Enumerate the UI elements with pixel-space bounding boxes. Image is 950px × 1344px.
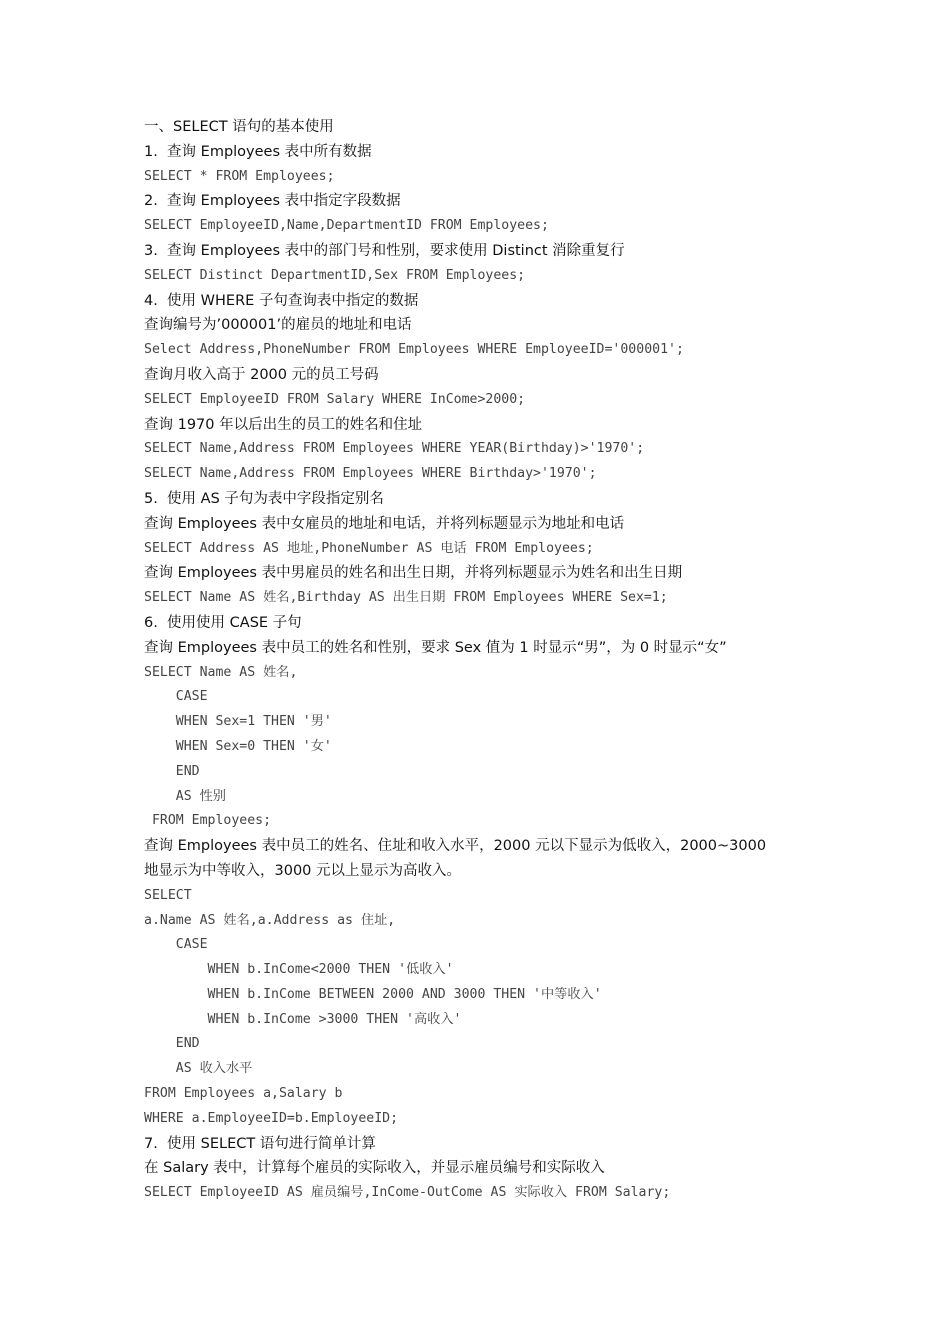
document-body — [144, 115, 834, 1206]
text-line: 5. 使用 AS 子句为表中字段指定别名 — [144, 490, 384, 507]
text-line: 查询 1970 年以后出生的员工的姓名和住址 — [144, 416, 423, 433]
code-line: SELECT EmployeeID FROM Salary WHERE InCome>2000; — [144, 391, 526, 407]
code-line: SELECT EmployeeID,Name,DepartmentID FROM Employees; — [144, 218, 549, 234]
text-line: 查询 Employees 表中员工的姓名、住址和收入水平，2000 元以下显示为低收入，2000~3000 — [144, 838, 767, 855]
code-line: SELECT — [144, 887, 192, 903]
code-line: SELECT Distinct DepartmentID,Sex FROM Employees; — [144, 267, 526, 283]
text-line: 一、SELECT 语句的基本使用 — [144, 119, 334, 135]
code-line: SELECT EmployeeID AS 雇员编号,InCome-OutCome AS 实际收入 FROM Salary; — [144, 1185, 671, 1201]
code-line: FROM Employees a,Salary b — [144, 1086, 343, 1102]
text-line: 6. 使用使用 CASE 子句 — [144, 614, 302, 631]
code-line: WHERE a.EmployeeID=b.EmployeeID; — [144, 1110, 399, 1126]
text-line: 7. 使用 SELECT 语句进行简单计算 — [144, 1135, 376, 1152]
code-line: WHEN b.InCome<2000 THEN '低收入' — [144, 962, 454, 978]
code-line: END — [144, 763, 200, 779]
code-line: CASE — [144, 937, 208, 953]
text-line: 3. 查询 Employees 表中的部门号和性别，要求使用 Distinct 消除重复行 — [144, 242, 625, 259]
text-line: 在 Salary 表中，计算每个雇员的实际收入，并显示雇员编号和实际收入 — [144, 1160, 605, 1177]
text-line: 查询 Employees 表中员工的姓名和性别，要求 Sex 值为 1 时显示“男”，为 0 时显示“女” — [144, 639, 727, 656]
text-line: 查询编号为’000001’的雇员的地址和电话 — [144, 317, 412, 334]
code-line: CASE — [144, 689, 208, 705]
code-line: a.Name AS 姓名,a.Address as 住址, — [144, 912, 396, 928]
text-line: 2. 查询 Employees 表中指定字段数据 — [144, 193, 401, 210]
code-line: END — [144, 1036, 200, 1052]
code-line: SELECT * FROM Employees; — [144, 168, 335, 184]
text-line: 地显示为中等收入，3000 元以上显示为高收入。 — [144, 862, 462, 879]
code-line: SELECT Address AS 地址,PhoneNumber AS 电话 FROM Employees; — [144, 540, 594, 556]
text-line: 4. 使用 WHERE 子句查询表中指定的数据 — [144, 292, 419, 309]
text-line: 查询 Employees 表中女雇员的地址和电话，并将列标题显示为地址和电话 — [144, 515, 625, 532]
text-line: 1. 查询 Employees 表中所有数据 — [144, 143, 372, 160]
text-line: 查询月收入高于 2000 元的员工号码 — [144, 366, 379, 383]
code-line: WHEN Sex=0 THEN '女' — [144, 738, 332, 754]
code-line: WHEN b.InCome >3000 THEN '高收入' — [144, 1011, 462, 1027]
text-line: 查询 Employees 表中男雇员的姓名和出生日期，并将列标题显示为姓名和出生日期 — [144, 565, 683, 582]
code-line: WHEN b.InCome BETWEEN 2000 AND 3000 THEN '中等收入' — [144, 986, 602, 1002]
code-line: AS 收入水平 — [144, 1061, 253, 1077]
code-line: Select Address,PhoneNumber FROM Employees WHERE EmployeeID='000001'; — [144, 342, 684, 358]
code-line: SELECT Name,Address FROM Employees WHERE Birthday>'1970'; — [144, 466, 597, 482]
code-line: WHEN Sex=1 THEN '男' — [144, 714, 332, 730]
code-line: SELECT Name AS 姓名, — [144, 664, 298, 680]
code-line: AS 性别 — [144, 788, 226, 804]
code-line: SELECT Name AS 姓名,Birthday AS 出生日期 FROM Employees WHERE Sex=1; — [144, 590, 668, 606]
code-line: FROM Employees; — [144, 813, 272, 829]
code-line: SELECT Name,Address FROM Employees WHERE YEAR(Birthday)>'1970'; — [144, 441, 645, 457]
